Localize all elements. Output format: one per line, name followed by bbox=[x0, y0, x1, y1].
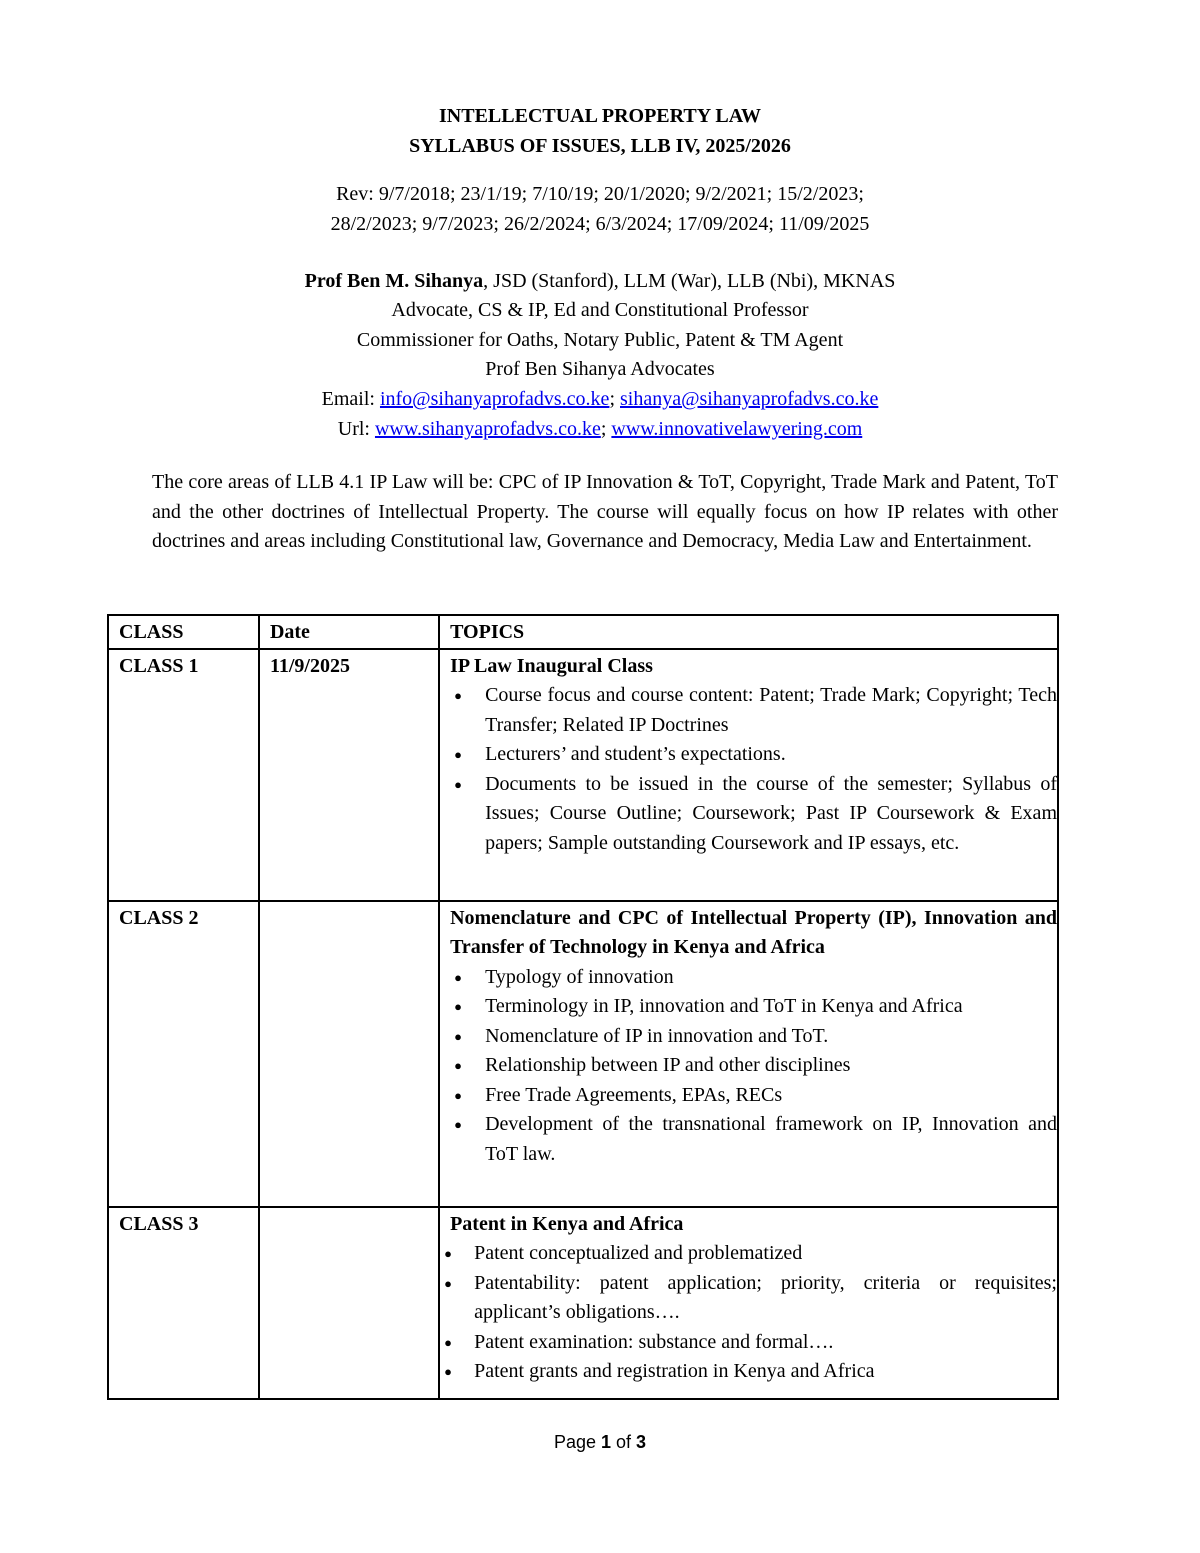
list-item: ● Patentability: patent application; priority, criteria or requisites; applicant’s obligations…. bbox=[450, 1269, 1057, 1328]
revision-dates-line-1: Rev: 9/7/2018; 23/1/19; 7/10/19; 20/1/2020; 9/2/2021; 15/2/2023; bbox=[336, 183, 864, 205]
url-link-firm[interactable]: www.sihanyaprofadvs.co.ke bbox=[374, 418, 601, 440]
course-intro-paragraph: The core areas of LLB 4.1 IP Law will be: CPC of IP Innovation & ToT, Copyright, Trade Mark and Patent, ToT and the other doctrines of Intellectual Property. The course will equally focus on how IP relates with other doctrines and areas including Constitutional law, Governance and Democracy, Media Law and Entertainment. bbox=[152, 471, 1058, 552]
author-firm: Prof Ben Sihanya Advocates bbox=[485, 358, 715, 380]
document-title: INTELLECTUAL PROPERTY LAW bbox=[439, 105, 761, 127]
header-date: Date bbox=[259, 615, 439, 649]
url-line bbox=[0, 415, 1200, 443]
list-item: ● Lecturers’ and student’s expectations. bbox=[450, 740, 1057, 770]
email-link-info[interactable]: info@sihanyaprofadvs.co.ke bbox=[379, 388, 610, 410]
table-row bbox=[108, 649, 1058, 901]
topic-title: Nomenclature and CPC of Intellectual Property (IP), Innovation and Transfer of Technology in Kenya and Africa bbox=[450, 906, 1057, 958]
author-line bbox=[0, 267, 1200, 295]
page-total: 3 bbox=[636, 1432, 647, 1452]
url-link-innovative-lawyering[interactable]: www.innovativelawyering.com bbox=[611, 418, 863, 440]
topics-cell bbox=[439, 649, 1058, 901]
class-cell: CLASS 1 bbox=[108, 649, 259, 901]
syllabus-table bbox=[107, 614, 1059, 1400]
url-separator: ; bbox=[600, 418, 612, 440]
list-item: ● Relationship between IP and other disciplines bbox=[450, 1051, 1057, 1081]
document-subtitle: SYLLABUS OF ISSUES, LLB IV, 2025/2026 bbox=[409, 135, 791, 157]
revision-dates-line-2: 28/2/2023; 9/7/2023; 26/2/2024; 6/3/2024; 17/09/2024; 11/09/2025 bbox=[330, 213, 870, 235]
list-item: ● Patent conceptualized and problematized bbox=[450, 1239, 1057, 1269]
list-item: ● Course focus and course content: Patent; Trade Mark; Copyright; Tech Transfer; Related IP Doctrines bbox=[450, 681, 1057, 740]
list-item: ● Terminology in IP, innovation and ToT in Kenya and Africa bbox=[450, 992, 1057, 1022]
author-name: Prof Ben M. Sihanya bbox=[304, 270, 484, 292]
url-label: Url: bbox=[337, 418, 375, 440]
header-topics: TOPICS bbox=[439, 615, 1058, 649]
header-class: CLASS bbox=[108, 615, 259, 649]
date-cell: 11/9/2025 bbox=[259, 649, 439, 901]
email-link-sihanya[interactable]: sihanya@sihanyaprofadvs.co.ke bbox=[620, 388, 879, 410]
topic-title: Patent in Kenya and Africa bbox=[450, 1212, 684, 1235]
table-row bbox=[108, 1207, 1058, 1399]
list-item: ● Documents to be issued in the course of the semester; Syllabus of Issues; Course Outline; Coursework; Past IP Coursework & Exam papers; Sample outstanding Coursework and IP essays, etc. bbox=[450, 770, 1057, 859]
list-item: ● Patent grants and registration in Kenya and Africa bbox=[450, 1357, 1057, 1387]
topics-cell bbox=[439, 901, 1058, 1207]
page-of-label: of bbox=[611, 1432, 637, 1452]
class-cell: CLASS 2 bbox=[108, 901, 259, 1207]
topic-title: IP Law Inaugural Class bbox=[450, 654, 653, 677]
email-line bbox=[0, 385, 1200, 413]
author-credentials: , JSD (Stanford), LLM (War), LLB (Nbi), MKNAS bbox=[483, 270, 896, 292]
email-separator: ; bbox=[609, 388, 620, 410]
topic-bullet-list bbox=[450, 963, 1057, 1170]
author-title: Advocate, CS & IP, Ed and Constitutional Professor bbox=[391, 299, 809, 321]
list-item: ● Development of the transnational framework on IP, Innovation and ToT law. bbox=[450, 1110, 1057, 1169]
list-item: ● Typology of innovation bbox=[450, 963, 1057, 993]
date-cell bbox=[259, 901, 439, 1207]
page-label: Page bbox=[553, 1432, 601, 1452]
list-item: ● Nomenclature of IP in innovation and ToT. bbox=[450, 1022, 1057, 1052]
list-item: ● Free Trade Agreements, EPAs, RECs bbox=[450, 1081, 1057, 1111]
table-header-row bbox=[108, 615, 1058, 649]
topic-bullet-list bbox=[450, 1239, 1057, 1387]
topics-cell bbox=[439, 1207, 1058, 1399]
author-roles: Commissioner for Oaths, Notary Public, Patent & TM Agent bbox=[356, 329, 844, 351]
page-footer bbox=[0, 1428, 1200, 1456]
date-cell bbox=[259, 1207, 439, 1399]
table-row bbox=[108, 901, 1058, 1207]
page-number: 1 bbox=[601, 1432, 612, 1452]
topic-bullet-list bbox=[450, 681, 1057, 858]
email-label: Email: bbox=[321, 388, 380, 410]
class-cell: CLASS 3 bbox=[108, 1207, 259, 1399]
list-item: ● Patent examination: substance and formal…. bbox=[450, 1328, 1057, 1358]
